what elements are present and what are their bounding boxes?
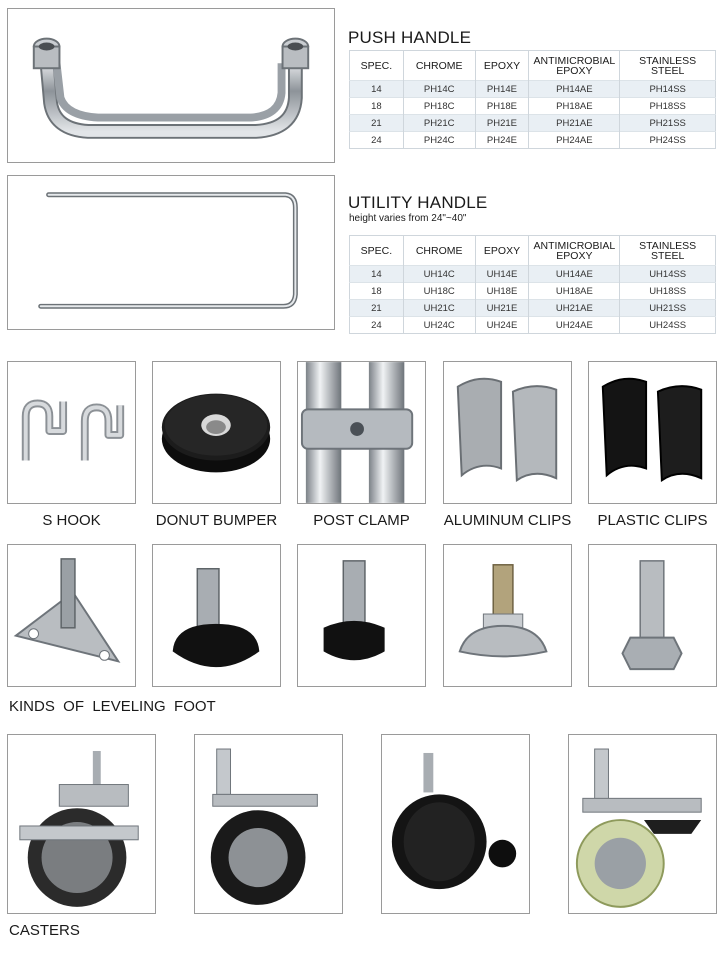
donut-bumper-icon bbox=[153, 362, 280, 503]
table-cell: 14 bbox=[350, 266, 404, 283]
table-cell: PH18SS bbox=[620, 98, 716, 115]
caster-icon bbox=[569, 735, 716, 913]
col-chrome: CHROME bbox=[403, 236, 475, 266]
aluminum-clips-caption: ALUMINUM CLIPS bbox=[443, 512, 572, 529]
leveling-foot-caption: KINDS OF LEVELING FOOT bbox=[9, 698, 216, 715]
table-row bbox=[350, 132, 716, 149]
table-row bbox=[350, 300, 716, 317]
utility-handle-title: UTILITY HANDLE bbox=[348, 193, 488, 212]
table-cell: 18 bbox=[350, 98, 404, 115]
table-cell: PH14E bbox=[475, 81, 529, 98]
table-cell: 24 bbox=[350, 317, 404, 334]
table-cell: PH24C bbox=[403, 132, 475, 149]
table-row bbox=[350, 98, 716, 115]
table-row bbox=[350, 317, 716, 334]
casters-caption: CASTERS bbox=[9, 922, 80, 939]
table-cell: PH14C bbox=[403, 81, 475, 98]
black-leveling-foot-icon bbox=[153, 545, 280, 686]
table-cell: PH14SS bbox=[620, 81, 716, 98]
table-cell: UH14SS bbox=[620, 266, 716, 283]
black-cylinder-leveling-foot-icon bbox=[298, 545, 425, 686]
table-header-row bbox=[350, 51, 716, 81]
col-chrome: CHROME bbox=[403, 51, 475, 81]
leveling-foot-triangle-photo bbox=[7, 544, 136, 687]
table-cell: UH14AE bbox=[529, 266, 620, 283]
push-handle-icon bbox=[8, 9, 334, 162]
donut-bumper-caption: DONUT BUMPER bbox=[155, 512, 278, 529]
table-cell: UH21E bbox=[475, 300, 529, 317]
table-cell: UH18E bbox=[475, 283, 529, 300]
table-cell: 21 bbox=[350, 115, 404, 132]
col-antimicrobial-epoxy: ANTIMICROBIAL EPOXY bbox=[529, 51, 620, 81]
hex-bolt-icon bbox=[589, 545, 716, 686]
plastic-clips-caption: PLASTIC CLIPS bbox=[597, 512, 708, 529]
leveling-foot-hex-bolt-photo bbox=[588, 544, 717, 687]
table-cell: UH24E bbox=[475, 317, 529, 334]
triangle-leveling-foot-icon bbox=[8, 545, 135, 686]
table-cell: UH14E bbox=[475, 266, 529, 283]
aluminum-clips-icon bbox=[444, 362, 571, 503]
table-cell: 14 bbox=[350, 81, 404, 98]
s-hook-photo bbox=[7, 361, 136, 504]
table-cell: UH18AE bbox=[529, 283, 620, 300]
caster-icon bbox=[195, 735, 342, 913]
leveling-foot-black-small-photo bbox=[152, 544, 281, 687]
table-cell: 18 bbox=[350, 283, 404, 300]
table-cell: UH24AE bbox=[529, 317, 620, 334]
table-cell: UH21AE bbox=[529, 300, 620, 317]
post-clamp-icon bbox=[298, 362, 425, 503]
table-cell: UH24C bbox=[403, 317, 475, 334]
table-cell: PH18E bbox=[475, 98, 529, 115]
leveling-foot-black-large-photo bbox=[297, 544, 426, 687]
utility-handle-table bbox=[349, 235, 716, 334]
aluminum-clips-photo bbox=[443, 361, 572, 504]
caster-grey-brake-photo bbox=[7, 734, 156, 914]
plastic-clips-photo bbox=[588, 361, 717, 504]
table-row bbox=[350, 81, 716, 98]
col-stainless-steel: STAINLESS STEEL bbox=[620, 236, 716, 266]
table-cell: UH14C bbox=[403, 266, 475, 283]
table-cell: UH18C bbox=[403, 283, 475, 300]
table-cell: UH24SS bbox=[620, 317, 716, 334]
table-cell: PH21SS bbox=[620, 115, 716, 132]
table-header-row bbox=[350, 236, 716, 266]
col-stainless-steel: STAINLESS STEEL bbox=[620, 51, 716, 81]
table-row bbox=[350, 266, 716, 283]
table-cell: PH21E bbox=[475, 115, 529, 132]
table-cell: 24 bbox=[350, 132, 404, 149]
table-cell: PH14AE bbox=[529, 81, 620, 98]
caster-icon bbox=[382, 735, 529, 913]
caster-twin-wheel-photo bbox=[381, 734, 530, 914]
table-row bbox=[350, 115, 716, 132]
stainless-leveling-foot-icon bbox=[444, 545, 571, 686]
caster-black-brake-photo bbox=[194, 734, 343, 914]
utility-handle-photo bbox=[7, 175, 335, 330]
col-epoxy: EPOXY bbox=[475, 51, 529, 81]
table-cell: PH21AE bbox=[529, 115, 620, 132]
table-cell: 21 bbox=[350, 300, 404, 317]
table-cell: PH24AE bbox=[529, 132, 620, 149]
push-handle-title: PUSH HANDLE bbox=[348, 28, 472, 47]
table-row bbox=[350, 283, 716, 300]
table-cell: UH18SS bbox=[620, 283, 716, 300]
push-handle-photo bbox=[7, 8, 335, 163]
col-epoxy: EPOXY bbox=[475, 236, 529, 266]
table-cell: PH18AE bbox=[529, 98, 620, 115]
table-cell: UH21SS bbox=[620, 300, 716, 317]
post-clamp-photo bbox=[297, 361, 426, 504]
leveling-foot-stainless-photo bbox=[443, 544, 572, 687]
utility-handle-icon bbox=[8, 176, 334, 329]
s-hook-caption: S HOOK bbox=[42, 512, 101, 529]
table-cell: PH18C bbox=[403, 98, 475, 115]
caster-icon bbox=[8, 735, 155, 913]
s-hook-icon bbox=[8, 362, 135, 503]
col-spec: SPEC. bbox=[350, 236, 404, 266]
plastic-clips-icon bbox=[589, 362, 716, 503]
caster-clear-wheel-photo bbox=[568, 734, 717, 914]
table-cell: PH21C bbox=[403, 115, 475, 132]
col-antimicrobial-epoxy: ANTIMICROBIAL EPOXY bbox=[529, 236, 620, 266]
utility-handle-subtitle: height varies from 24"~40" bbox=[349, 213, 467, 224]
table-cell: PH24SS bbox=[620, 132, 716, 149]
table-cell: PH24E bbox=[475, 132, 529, 149]
post-clamp-caption: POST CLAMP bbox=[313, 512, 410, 529]
col-spec: SPEC. bbox=[350, 51, 404, 81]
push-handle-table bbox=[349, 50, 716, 149]
table-cell: UH21C bbox=[403, 300, 475, 317]
donut-bumper-photo bbox=[152, 361, 281, 504]
